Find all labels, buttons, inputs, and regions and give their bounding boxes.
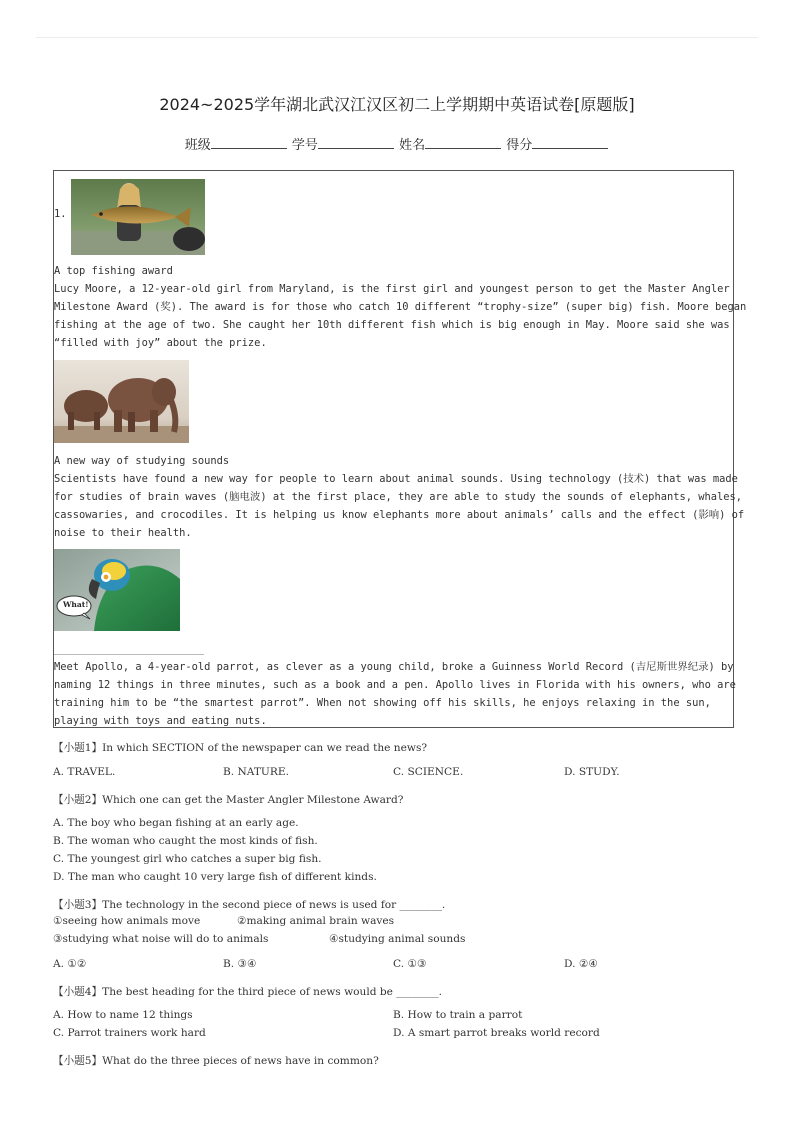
speech-bubble-text: What! bbox=[63, 600, 89, 609]
fishing-girl-photo bbox=[71, 179, 205, 255]
q2-option-a[interactable]: A. The boy who began fishing at an early age. bbox=[53, 817, 299, 829]
question-label: 【小题5】 bbox=[53, 1055, 103, 1067]
news2-line: for studies of brain waves (脑电波) at the first place, they are able to study the sounds of elephants, whales, bbox=[54, 491, 743, 503]
question-1-stem bbox=[53, 740, 427, 755]
question-number: 1. bbox=[54, 208, 67, 220]
question-3-stem bbox=[53, 897, 445, 912]
page-title: 2024~2025学年湖北武汉江汉区初二上学期期中英语试卷[原题版] bbox=[159, 95, 635, 114]
q4-option-b[interactable]: B. How to train a parrot bbox=[393, 1009, 523, 1021]
news3-line: Meet Apollo, a 4-year-old parrot, as clever as a young child, broke a Guinness World Record (吉尼斯世界纪录) by bbox=[54, 661, 734, 673]
class-blank[interactable] bbox=[211, 136, 287, 149]
q3-item-3: ③studying what noise will do to animals bbox=[53, 933, 269, 945]
news2-line: cassowaries, and crocodiles. It is helping us know elephants more about animals’ calls and the effect (影响) of bbox=[54, 509, 745, 521]
q4-option-c[interactable]: C. Parrot trainers work hard bbox=[53, 1027, 206, 1039]
q3-option-d[interactable]: D. ②④ bbox=[564, 958, 598, 970]
q1-option-c[interactable]: C. SCIENCE. bbox=[393, 766, 464, 778]
news2-line: noise to their health. bbox=[54, 527, 192, 539]
image-divider bbox=[54, 654, 204, 655]
q2-option-c[interactable]: C. The youngest girl who catches a super big fish. bbox=[53, 853, 322, 865]
news2-heading: A new way of studying sounds bbox=[54, 455, 230, 467]
class-label: 班级 bbox=[184, 138, 211, 153]
news1-line: Lucy Moore, a 12-year-old girl from Maryland, is the first girl and youngest person to get the Master Angler bbox=[54, 283, 730, 295]
question-label: 【小题3】 bbox=[53, 899, 103, 911]
q4-option-d[interactable]: D. A smart parrot breaks world record bbox=[393, 1027, 600, 1039]
news3-line: playing with toys and eating nuts. bbox=[54, 715, 267, 727]
news3-line: training him to be “the smartest parrot”. When not showing off his skills, he enjoys relaxing in the sun, bbox=[54, 697, 711, 709]
question-text: In which SECTION of the newspaper can we read the news? bbox=[102, 742, 428, 754]
page-top-rule bbox=[36, 37, 758, 38]
parrot-photo bbox=[54, 549, 180, 631]
student-info-row bbox=[0, 134, 794, 153]
q3-item-1: ①seeing how animals move bbox=[53, 915, 201, 927]
q2-option-d[interactable]: D. The man who caught 10 very large fish of different kinds. bbox=[53, 871, 377, 883]
news1-heading: A top fishing award bbox=[54, 265, 173, 277]
question-label: 【小题1】 bbox=[53, 742, 103, 754]
question-text: The technology in the second piece of news is used for ________. bbox=[102, 899, 446, 911]
news1-line: fishing at the age of two. She caught her 10th different fish which is big enough in May. Moore said she was bbox=[54, 319, 730, 331]
question-text: Which one can get the Master Angler Milestone Award? bbox=[102, 794, 404, 806]
question-2-stem bbox=[53, 792, 403, 807]
score-label: 得分 bbox=[506, 138, 533, 153]
q3-item-4: ④studying animal sounds bbox=[329, 933, 466, 945]
reading-passage-box bbox=[53, 170, 747, 728]
q1-option-a[interactable]: A. TRAVEL. bbox=[53, 766, 116, 778]
news1-line: “filled with joy” about the prize. bbox=[54, 337, 267, 349]
q3-item-2: ②making animal brain waves bbox=[237, 915, 395, 927]
question-text: The best heading for the third piece of news would be ________. bbox=[102, 986, 443, 998]
question-label: 【小题4】 bbox=[53, 986, 103, 998]
q3-option-a[interactable]: A. ①② bbox=[53, 958, 87, 970]
question-text: What do the three pieces of news have in common? bbox=[102, 1055, 379, 1067]
name-blank[interactable] bbox=[425, 136, 501, 149]
elephants-photo bbox=[54, 360, 189, 443]
q3-option-b[interactable]: B. ③④ bbox=[223, 958, 257, 970]
question-5-stem bbox=[53, 1053, 379, 1068]
news3-line: naming 12 things in three minutes, such as a book and a pen. Apollo lives in Florida with his owners, who are bbox=[54, 679, 736, 691]
name-label: 姓名 bbox=[399, 138, 426, 153]
news2-line: Scientists have found a new way for people to learn about animal sounds. Using technology (技术) that was made bbox=[54, 473, 738, 485]
id-label: 学号 bbox=[291, 138, 318, 153]
id-blank[interactable] bbox=[318, 136, 394, 149]
q2-option-b[interactable]: B. The woman who caught the most kinds of fish. bbox=[53, 835, 318, 847]
q3-option-c[interactable]: C. ①③ bbox=[393, 958, 427, 970]
q1-option-b[interactable]: B. NATURE. bbox=[223, 766, 289, 778]
question-4-stem bbox=[53, 984, 442, 999]
question-label: 【小题2】 bbox=[53, 794, 103, 806]
q4-option-a[interactable]: A. How to name 12 things bbox=[53, 1009, 193, 1021]
score-blank[interactable] bbox=[532, 136, 608, 149]
news1-line: Milestone Award (奖). The award is for those who catch 10 different “trophy-size” (super big) fish. Moore began bbox=[54, 301, 747, 313]
q1-option-d[interactable]: D. STUDY. bbox=[564, 766, 620, 778]
